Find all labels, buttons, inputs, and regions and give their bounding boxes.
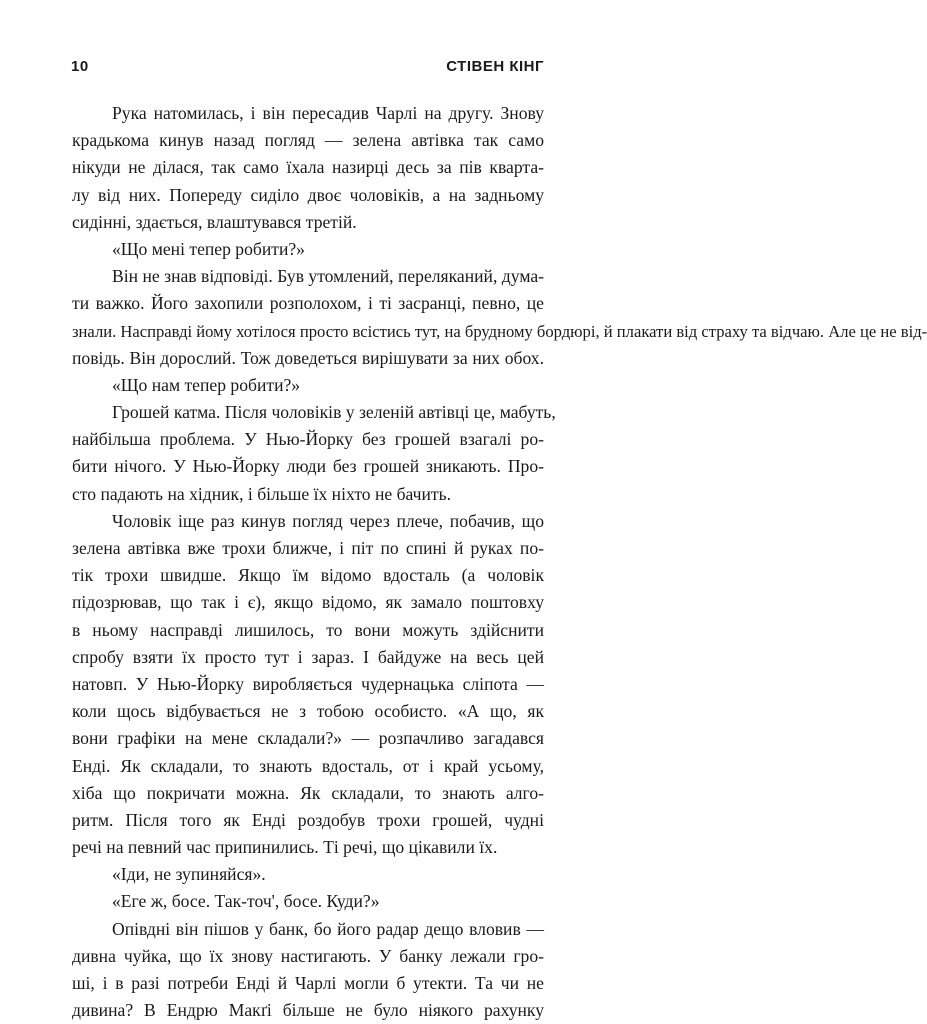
text-line: Рука натомилась, і він пересадив Чарлі на другу. Знову [112, 103, 544, 123]
body-text [72, 100, 927, 1024]
text-line: підозрював, що так і є), якщо відомо, як замало поштовху [72, 592, 544, 613]
text-line: «Що нам тепер робити?» [112, 374, 301, 395]
text-line: ти важко. Його захопили розполохом, і ті засранці, певно, це [72, 293, 544, 314]
text-line: Енді. Як складали, то знають вдосталь, от і край усьому, [72, 755, 544, 776]
text-line: в ньому насправді лишилось, то вони можуть здійснити [72, 619, 544, 640]
text-line: Грошей катма. Після чоловіків у зеленій автівці це, мабуть, [112, 402, 556, 423]
text-line: «Що мені тепер робити?» [112, 238, 305, 259]
text-line: ші, і в разі потреби Енді й Чарлі могли б утекти. Та чи не [72, 973, 544, 993]
text-line: дивина? В Ендрю Макґі більше не було ніякого рахунку [72, 1000, 544, 1021]
text-line: сидінні, здається, влаштувався третій. [72, 211, 357, 232]
text-line: тік трохи швидше. Якщо їм відомо вдосталь (а чоловік [72, 565, 544, 586]
text-line: Опівдні він пішов у банк, бо його радар дещо вловив — [112, 918, 544, 939]
text-line: «Іди, не зупиняйся». [112, 864, 266, 885]
page-header [71, 58, 544, 78]
text-line: коли щось відбувається не з тобою особисто. «А що, як [72, 701, 544, 722]
text-line: крадькома кинув назад погляд — зелена автівка так само [72, 130, 544, 151]
running-title: СТІВЕН КІНГ [446, 58, 544, 75]
text-line: Він не знав відповіді. Був утомлений, переляканий, дума- [112, 266, 544, 287]
text-line: знали. Насправді йому хотілося просто всістись тут, на брудному бордюрі, й плакати від страху та відчаю. Але це не від- [72, 321, 927, 341]
text-line: хіба що покричати можна. Як складали, то знають алго- [72, 782, 544, 803]
text-line: сто падають на хідник, і більше їх ніхто не бачить. [72, 483, 452, 504]
text-line: спробу взяти їх просто тут і зараз. І байдуже на весь цей [72, 646, 544, 667]
text-line: бити нічого. У Нью-Йорку люди без грошей зникають. Про- [72, 456, 544, 477]
text-line: Чоловік іще раз кинув погляд через плече, побачив, що [112, 510, 544, 531]
text-line: зелена автівка вже трохи ближче, і піт по спині й руках по- [72, 538, 544, 558]
text-line: ритм. Після того як Енді роздобув трохи грошей, чудні [72, 809, 544, 830]
text-line: дивна чуйка, що їх знову настигають. У банку лежали гро- [72, 945, 544, 966]
text-line: повідь. Він дорослий. Тож доведеться вирішувати за них обох. [72, 347, 544, 368]
text-line: найбільша проблема. У Нью-Йорку без грошей взагалі ро- [72, 429, 544, 450]
page-number: 10 [71, 58, 89, 75]
text-line: речі на певний час припинились. Ті речі, що цікавили їх. [72, 837, 498, 858]
text-line: лу від них. Попереду сиділо двоє чоловіків, а на задньому [72, 184, 544, 205]
text-line: «Еге ж, босе. Так-точ', босе. Куди?» [112, 891, 380, 912]
text-line: вони графіки на мене складали?» — розпачливо загадався [72, 728, 544, 749]
text-line: натовп. У Нью-Йорку виробляється чудернацька сліпота — [72, 673, 544, 694]
text-line: нікуди не ділася, так само їхала назирці десь за пів кварта- [72, 157, 544, 178]
